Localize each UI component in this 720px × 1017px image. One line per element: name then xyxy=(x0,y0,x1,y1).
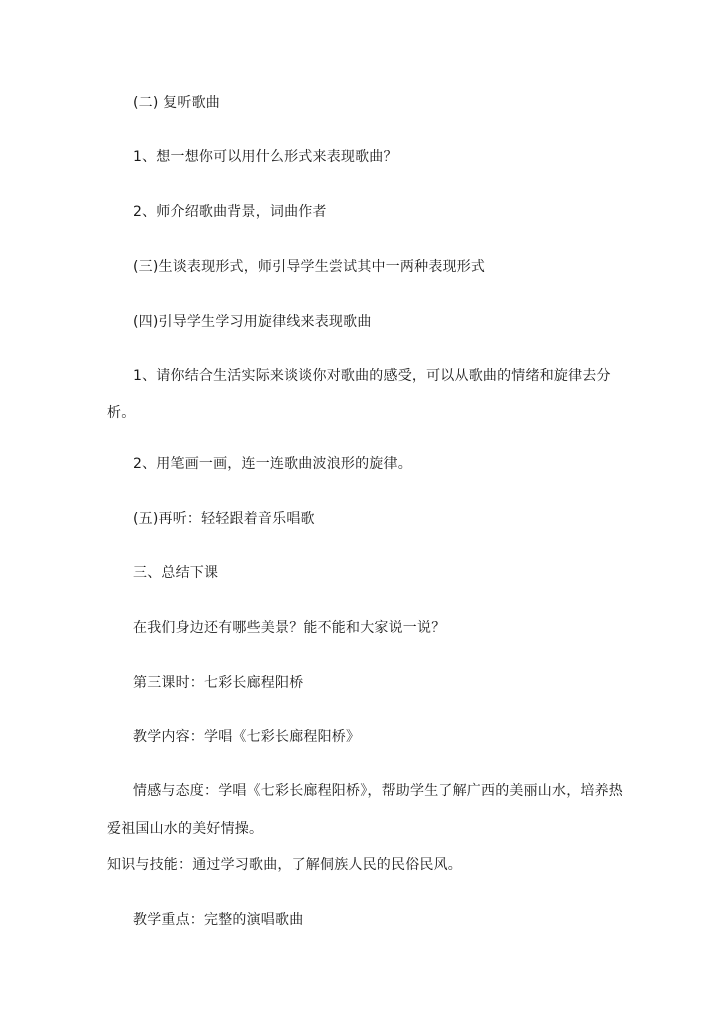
step-item-feelings-continued: 析。 xyxy=(107,405,136,421)
summary-question: 在我们身边还有哪些美景？能不能和大家说一说？ xyxy=(133,620,446,636)
section-heading-listen-again: (五)再听：轻轻跟着音乐唱歌 xyxy=(133,511,315,527)
step-item-draw-melody: 2、用笔画一画，连一连歌曲波浪形的旋律。 xyxy=(133,456,412,472)
section-heading-review-song: (二) 复听歌曲 xyxy=(133,95,220,111)
step-item-feelings: 1、请你结合生活实际来谈谈你对歌曲的感受，可以从歌曲的情绪和旋律去分 xyxy=(133,368,611,384)
section-heading-melody-line: (四)引导学生学习用旋律线来表现歌曲 xyxy=(133,314,372,330)
teaching-content: 教学内容：学唱《七彩长廊程阳桥》 xyxy=(133,729,361,745)
emotion-attitude-goal: 情感与态度：学唱《七彩长廊程阳桥》，帮助学生了解广西的美丽山水，培养热 xyxy=(133,783,623,799)
step-item-song-background: 2、师介绍歌曲背景，词曲作者 xyxy=(133,204,327,220)
section-heading-discuss-forms: (三)生谈表现形式，师引导学生尝试其中一两种表现形式 xyxy=(133,259,486,275)
section-heading-summary: 三、总结下课 xyxy=(133,565,219,581)
lesson-title-third-period: 第三课时：七彩长廊程阳桥 xyxy=(133,675,304,691)
teaching-focus: 教学重点：完整的演唱歌曲 xyxy=(133,912,304,928)
step-item-think-form: 1、想一想你可以用什么形式来表现歌曲？ xyxy=(133,149,398,165)
knowledge-skill-goal: 知识与技能：通过学习歌曲，了解侗族人民的民俗民风。 xyxy=(107,857,462,873)
emotion-attitude-goal-continued: 爱祖国山水的美好情操。 xyxy=(107,821,264,837)
